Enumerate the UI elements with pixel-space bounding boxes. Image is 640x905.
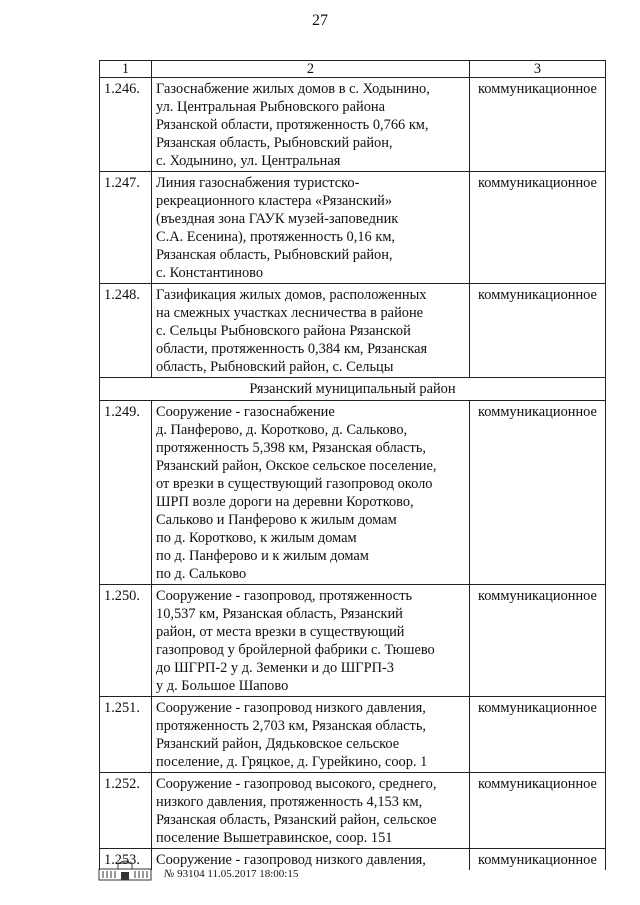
table-row (100, 697, 606, 773)
row-number: 1.247. (100, 172, 152, 284)
document-footer (98, 860, 398, 884)
row-number: 1.250. (100, 585, 152, 697)
row-type: коммуникационное (470, 78, 606, 172)
section-title: Рязанский муниципальный район (100, 378, 606, 401)
row-description: Сооружение - газопровод низкого давления, протяженность 2,703 км, Рязанская область, Рязанский район, Дядьковское сельское поселение, д. Гряцкое, д. Гурейкино, соор. 1 (152, 697, 470, 773)
section-header-row (100, 378, 606, 401)
row-type: коммуникационное (470, 401, 606, 585)
table-row (100, 284, 606, 378)
row-type: коммуникационное (470, 849, 606, 871)
property-registry-table (99, 60, 606, 870)
table-row (100, 78, 606, 172)
row-description: Газификация жилых домов, расположенных на смежных участках лесничества в районе с. Сельцы Рыбновского района Рязанской области, протяженность 0,384 км, Рязанская область, Рыбновский район, с. Сельцы (152, 284, 470, 378)
table-row (100, 401, 606, 585)
page-number: 27 (312, 12, 328, 29)
row-description: Газоснабжение жилых домов в с. Ходынино, ул. Центральная Рыбновского района Рязанской области, протяженность 0,766 км, Рязанская область, Рыбновский район, с. Ходынино, ул. Центральная (152, 78, 470, 172)
column-header-description: 2 (152, 61, 470, 78)
table-row (100, 585, 606, 697)
row-description: Сооружение - газопровод, протяженность 10,537 км, Рязанская область, Рязанский район, от места врезки в существующий газопровод у бройлерной фабрики с. Тюшево до ШГРП-2 у д. Земенки и до ШГРП-3 у д. Большое Шапово (152, 585, 470, 697)
row-type: коммуникационное (470, 697, 606, 773)
table-header-row (100, 61, 606, 78)
government-building-stamp-icon (98, 860, 152, 882)
table-row (100, 773, 606, 849)
row-number: 1.249. (100, 401, 152, 585)
row-description: Сооружение - газопровод высокого, среднего, низкого давления, протяженность 4,153 км, Рязанская область, Рязанский район, сельское поселение Вышетравинское, соор. 151 (152, 773, 470, 849)
row-number: 1.251. (100, 697, 152, 773)
column-header-type: 3 (470, 61, 606, 78)
row-type: коммуникационное (470, 585, 606, 697)
row-number: 1.246. (100, 78, 152, 172)
row-type: коммуникационное (470, 284, 606, 378)
row-number: 1.252. (100, 773, 152, 849)
row-description: Сооружение - газоснабжение д. Панферово, д. Коротково, д. Сальково, протяженность 5,398 км, Рязанская область, Рязанский район, Окское сельское поселение, от врезки в существующий газопровод около ШРП возле дороги на деревни Коротково, Сальково и Панферово к жилым домам по д. Коротково, к жилым домам по д. Панферово и к жилым домам по д. Сальково (152, 401, 470, 585)
document-number-symbol: № (164, 868, 175, 880)
row-description: Линия газоснабжения туристско- рекреационного кластера «Рязанский» (въездная зона ГАУК музей-заповедник С.А. Есенина), протяженность 0,16 км, Рязанская область, Рыбновский район, с. Константиново (152, 172, 470, 284)
table-row (100, 172, 606, 284)
row-type: коммуникационное (470, 773, 606, 849)
row-type: коммуникационное (470, 172, 606, 284)
row-number: 1.248. (100, 284, 152, 378)
row-number: 1.253. (100, 849, 152, 871)
document-timestamp: 93104 11.05.2017 18:00:15 (177, 868, 299, 880)
row-description: Сооружение - газопровод низкого давления, (152, 849, 470, 871)
document-id (164, 868, 298, 880)
column-header-number: 1 (100, 61, 152, 78)
